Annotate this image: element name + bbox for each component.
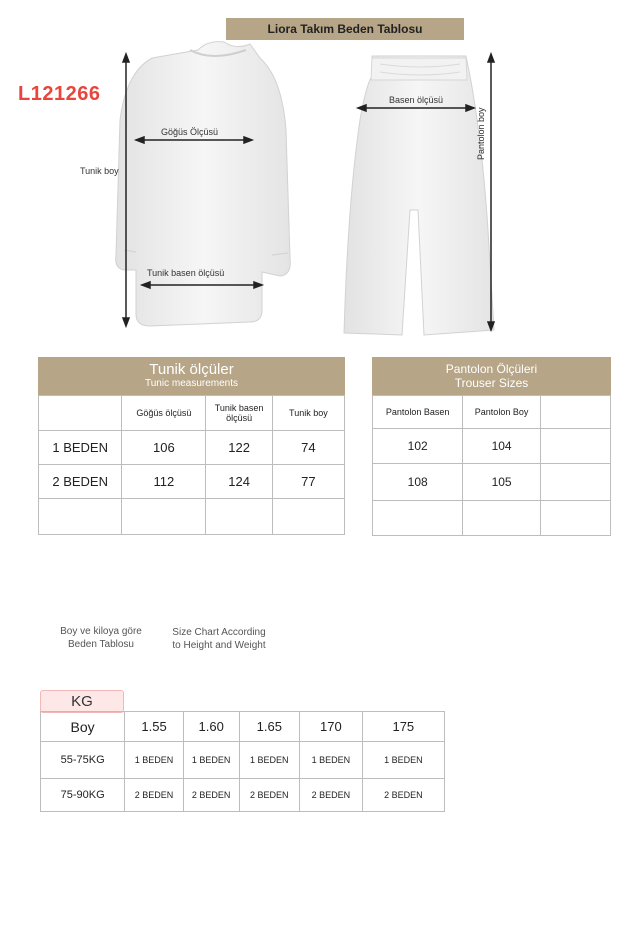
size-cell: 1 BEDEN xyxy=(362,742,444,779)
column-header: Tunik basen ölçüsü xyxy=(206,396,272,431)
chest-label: Göğüs Ölçüsü xyxy=(161,127,219,137)
column-header: Göğüs ölçüsü xyxy=(122,396,206,431)
tunic-shape xyxy=(116,42,291,326)
height-label: Boy xyxy=(41,712,125,742)
table-row xyxy=(41,712,445,742)
note-line: Size Chart According xyxy=(172,627,266,638)
hip-label: Basen ölçüsü xyxy=(389,95,444,105)
size-cell: 2 BEDEN xyxy=(183,779,239,812)
weight-height-table xyxy=(40,711,445,812)
column-header: Pantolon Basen xyxy=(373,396,463,429)
note-line: to Height and Weight xyxy=(172,640,266,651)
product-code: L121266 xyxy=(18,83,101,105)
empty-cell xyxy=(272,499,344,535)
column-header: Tunik boy xyxy=(272,396,344,431)
size-chart-note-en xyxy=(164,627,274,651)
trouser-table-subtitle: Trouser Sizes xyxy=(454,376,529,390)
kg-label: KG xyxy=(40,690,124,713)
empty-cell xyxy=(39,396,122,431)
value-cell: 77 xyxy=(272,465,344,499)
tunic-table xyxy=(38,395,345,535)
size-chart-note-tr xyxy=(55,626,147,650)
empty-cell xyxy=(540,501,610,536)
trouser-table xyxy=(372,395,611,536)
tunic-table-title: Tunik ölçüler xyxy=(149,361,234,378)
table-row xyxy=(41,779,445,812)
table-row xyxy=(373,464,611,501)
size-cell: 1 BEDEN xyxy=(183,742,239,779)
table-row xyxy=(39,465,345,499)
empty-cell xyxy=(540,464,610,501)
empty-cell xyxy=(540,396,610,429)
empty-cell xyxy=(206,499,272,535)
size-cell: 1 BEDEN xyxy=(39,431,122,465)
size-cell: 2 BEDEN xyxy=(125,779,184,812)
height-cell: 1.60 xyxy=(183,712,239,742)
size-cell: 1 BEDEN xyxy=(300,742,363,779)
value-cell: 74 xyxy=(272,431,344,465)
weight-cell: 55-75KG xyxy=(41,742,125,779)
value-cell: 106 xyxy=(122,431,206,465)
height-cell: 175 xyxy=(362,712,444,742)
table-row xyxy=(39,396,345,431)
empty-cell xyxy=(122,499,206,535)
table-row xyxy=(373,396,611,429)
trouser-table-title: Pantolon Ölçüleri xyxy=(445,362,538,376)
empty-cell xyxy=(373,501,463,536)
empty-cell xyxy=(39,499,122,535)
value-cell: 122 xyxy=(206,431,272,465)
value-cell: 104 xyxy=(463,429,541,464)
value-cell: 112 xyxy=(122,465,206,499)
height-cell: 170 xyxy=(300,712,363,742)
table-row xyxy=(373,501,611,536)
trouser-table-header xyxy=(372,357,611,395)
size-cell: 2 BEDEN xyxy=(300,779,363,812)
value-cell: 124 xyxy=(206,465,272,499)
tunic-table-subtitle: Tunic measurements xyxy=(145,378,238,389)
height-cell: 1.55 xyxy=(125,712,184,742)
hem-label: Tunik basen ölçüsü xyxy=(147,268,225,278)
table-row xyxy=(39,431,345,465)
page-title: Liora Takım Beden Tablosu xyxy=(226,18,464,40)
column-header: Pantolon Boy xyxy=(463,396,541,429)
size-cell: 2 BEDEN xyxy=(239,779,300,812)
table-row xyxy=(41,742,445,779)
value-cell: 108 xyxy=(373,464,463,501)
table-row xyxy=(373,429,611,464)
tunic-length-label: Tunik boy xyxy=(80,166,119,176)
table-row xyxy=(39,499,345,535)
size-cell: 1 BEDEN xyxy=(239,742,300,779)
note-line: Boy ve kiloya göre xyxy=(60,626,142,637)
trouser-length-label: Pantolon boy xyxy=(476,107,486,160)
empty-cell xyxy=(540,429,610,464)
empty-cell xyxy=(463,501,541,536)
height-cell: 1.65 xyxy=(239,712,300,742)
value-cell: 102 xyxy=(373,429,463,464)
weight-cell: 75-90KG xyxy=(41,779,125,812)
note-line: Beden Tablosu xyxy=(68,639,134,650)
size-cell: 2 BEDEN xyxy=(362,779,444,812)
size-cell: 2 BEDEN xyxy=(39,465,122,499)
size-cell: 1 BEDEN xyxy=(125,742,184,779)
tunic-table-header xyxy=(38,357,345,395)
value-cell: 105 xyxy=(463,464,541,501)
